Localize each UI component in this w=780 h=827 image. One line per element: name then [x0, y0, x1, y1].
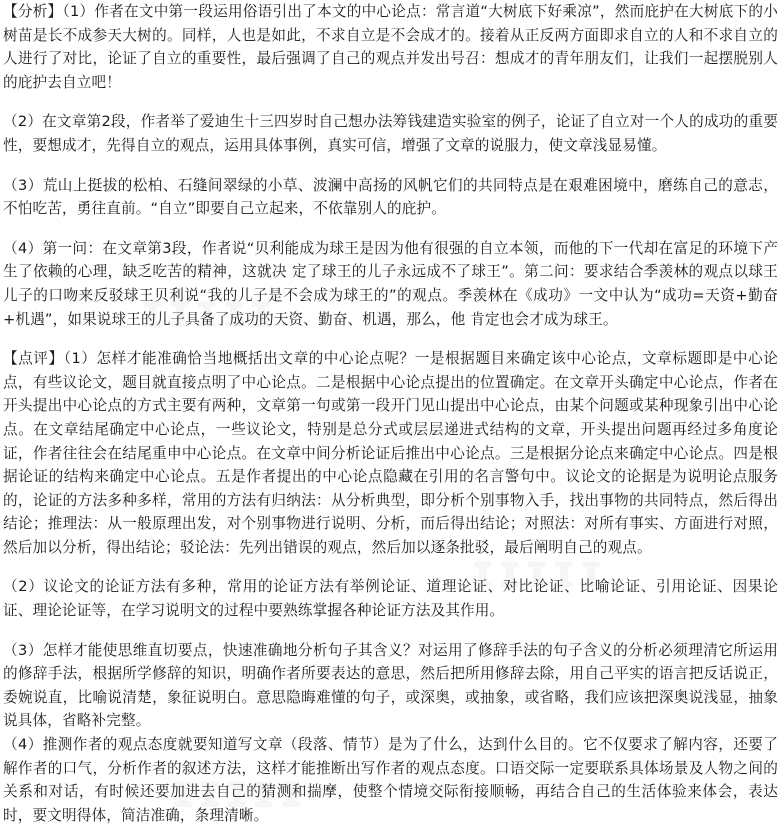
- analysis-paragraph-3: （3）荒山上挺拔的松柏、石缝间翠绿的小草、波澜中高扬的风帆它们的共同特点是在艰难困境中，磨练自己的意志，不怕吃苦，勇往直前。“自立”即要自己立起来，不依靠别人的庇护。: [3, 176, 778, 218]
- analysis-paragraph-2: （2）在文章第2段，作者举了爱迪生十三四岁时自己想办法筹钱建造实验室的例子，论证了自立对一个人的成功的重要性，要想成才，先得自立的观点，运用具体事例，真实可信，增强了文章的说服力，使文章浅显易懂。: [3, 113, 778, 154]
- analysis-text-1: （1）作者在文中第一段运用俗语引出了本文的中心论点：常言道“大树底下好乘凉”，然而庇护在大树底下的小树苗是长不成参天大树的。同样，人也是如此，不求自立是不会成才的。接着从正反两方面即求自立的人和不求自立的人进行了对比，论证了自立的重要性，最后强调了自己的观点并发出号召：想成才的青年朋友们，让我们一起摆脱别人的庇护去自立吧！: [3, 3, 778, 91]
- comment-section: [3, 347, 778, 827]
- answer-explanation-document: [3, 0, 778, 827]
- comment-paragraph-4: （4）推测作者的观点态度就要知道写文章（段落、情节）是为了什么，达到什么目的。它不仅要求了解内容，还要了解作者的口气，分析作者的叙述方法，这样才能推断出写作者的观点态度。口语交际一定要联系具体场景及人物之间的关系和对话，有时候还要加进去自己的猜测和揣摩，使整个情境交际衔接顺畅，再结合自己的生活体验来体会，表达时，要文明得体，简洁准确，条理清晰。: [3, 736, 778, 824]
- analysis-paragraph-1: [3, 0, 778, 94]
- comment-tag: 【点评】: [3, 350, 64, 368]
- comment-paragraph-1: [3, 347, 778, 559]
- comment-text-1: （1）怎样才能准确恰当地概括出文章的中心论点呢？一是根据题目来确定该中心论点，文章标题即是中心论点，有些议论文，题目就直接点明了中心论点。二是根据中心论点提出的位置确定。在文章开头确定中心论点，作者在开头提出中心论点的方式主要有两种，文章第一句或第一段开门见山提出中心论点，由某个问题或某种现象引出中心论点。在文章结尾确定中心论点，一些议论文，特别是总分式或层层递进式结构的文章，开头提出问题再经过多角度论证，作者往往会在结尾重申中心论点。在文章中间分析论证后推出中心论点。三是根据分论点来确定中心论点。四是根据论证的结构来确定中心论点。五是作者提出的中心论点隐藏在引用的名言警句中。议论文的论据是为说明论点服务的，论证的方法多种多样，常用的方法有归纳法：从分析典型，即分析个别事物入手，找出事物的共同特点，然后得出结论；推理法：从一般原理出发，对个别事物进行说明、分析，而后得出结论；对照法：对所有事实、方面进行对照，然后加以分析，得出结论；驳论法：先列出错误的观点，然后加以逐条批驳，最后阐明自己的观点。: [3, 350, 778, 556]
- analysis-tag: 【分析】: [3, 3, 63, 20]
- analysis-section: [3, 0, 778, 331]
- comment-paragraph-2: （2）议论文的论证方法有多种，常用的论证方法有举例论证、道理论证、对比论证、比喻论证、引用论证、因果论证、理论论证等，在学习说明文的过程中要熟练掌握各种论证方法及其作用。: [3, 578, 778, 620]
- analysis-paragraph-4: （4）第一问：在文章第3段，作者说“贝利能成为球王是因为他有很强的自立本领，而他的下一代却在富足的环境下产生了依赖的心理，缺乏吃苦的精神，这就决 定了球王的儿子永远成不了球王”。第二问：要求结合季羡林的观点以球王儿子的口吻来反驳球王贝利说“我的儿子是不会成为球王的”的观点。季羡林在《成功》一文中认为“成功=天资+勤奋+机遇”，如果说球王的儿子具备了成功的天资、勤奋、机遇，那么，他 肯定也会才成为球王。: [3, 239, 778, 328]
- comment-paragraph-3: （3）怎样才能使思维直切要点，快速准确地分析句子其含义？对运用了修辞手法的句子含义的分析必须理清它所运用的修辞手法，根据所学修辞的知识，明确作者所要表达的意思，然后把所用修辞去除，用自己平实的语言把反话说正，委婉说直，比喻说清楚，象征说明白。意思隐晦难懂的句子，或深奥，或抽象，或省略，我们应该把深奥说浅显，抽象说具体，省略补完整。: [3, 641, 778, 730]
